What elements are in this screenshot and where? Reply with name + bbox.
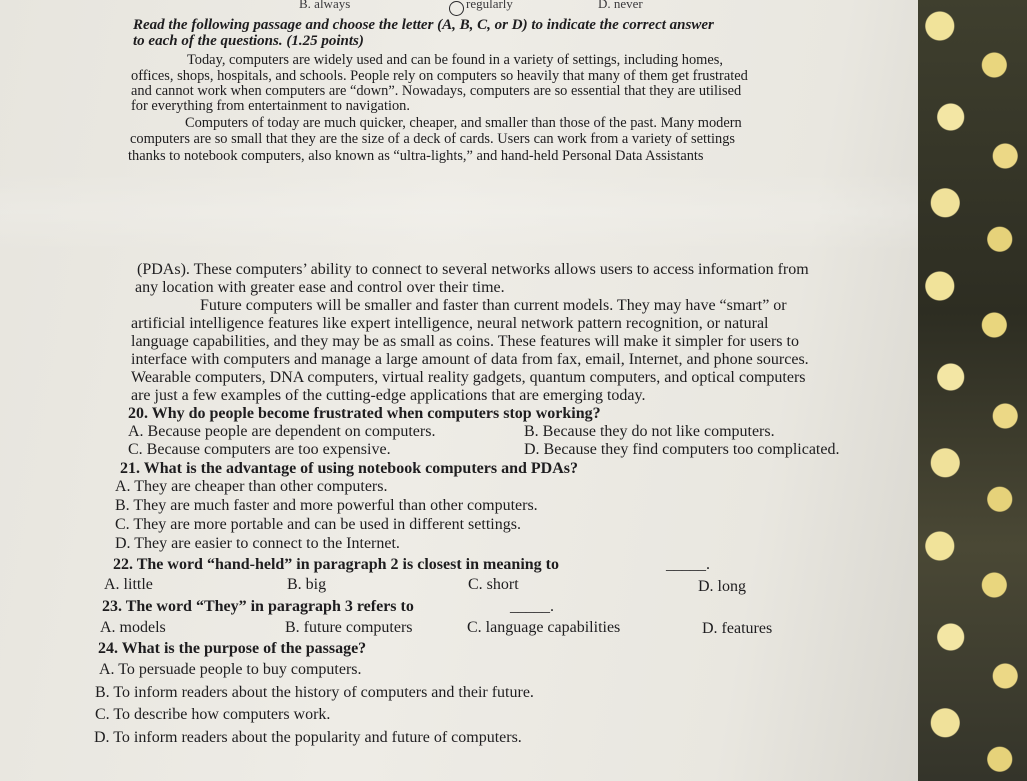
question-20-option-c[interactable]: C. Because computers are too expensive. — [128, 441, 391, 458]
question-24-stem: 24. What is the purpose of the passage? — [98, 640, 367, 657]
instructions-line-2: to each of the questions. (1.25 points) — [133, 33, 364, 49]
blank-gap — [0, 172, 925, 252]
option-c-regularly: regularly — [466, 0, 513, 11]
passage-p3-line: artificial intelligence features like expert intelligence, neural network pattern recognition, or natural — [131, 315, 769, 332]
question-20-option-d[interactable]: D. Because they find computers too complicated. — [524, 441, 840, 458]
question-22-stem: 22. The word “hand-held” in paragraph 2 is closest in meaning to — [113, 556, 559, 573]
question-23-blank: _____. — [510, 598, 554, 615]
question-22-blank: _____. — [666, 556, 710, 573]
passage-p1-line: offices, shops, hospitals, and schools. People rely on computers so heavily that many of them get frustrated — [131, 68, 748, 84]
question-21-option-b[interactable]: B. They are much faster and more powerful than other computers. — [115, 497, 538, 514]
answer-circle-mark — [449, 1, 464, 16]
question-20-option-b[interactable]: B. Because they do not like computers. — [524, 423, 775, 440]
floral-curtain-background — [918, 0, 1027, 781]
passage-p3-line: interface with computers and manage a large amount of data from fax, email, Internet, and phone sources. — [131, 351, 809, 368]
question-23-option-a[interactable]: A. models — [100, 619, 166, 636]
passage-p1-line: Today, computers are widely used and can be found in a variety of settings, including homes, — [187, 52, 723, 68]
question-22-option-c[interactable]: C. short — [468, 576, 519, 593]
question-21-stem: 21. What is the advantage of using notebook computers and PDAs? — [120, 460, 578, 477]
passage-p3-line: language capabilities, and they may be as small as coins. These features will make it simpler for users to — [131, 333, 799, 350]
option-d-never: D. never — [598, 0, 643, 11]
option-b-always: B. always — [299, 0, 351, 11]
passage-p1-line: for everything from entertainment to navigation. — [131, 98, 410, 114]
question-21-option-d[interactable]: D. They are easier to connect to the Internet. — [115, 535, 400, 552]
passage-p2-line: (PDAs). These computers’ ability to connect to several networks allows users to access information from — [137, 261, 809, 278]
question-22-option-b[interactable]: B. big — [287, 576, 327, 593]
question-24-option-d[interactable]: D. To inform readers about the popularity and future of computers. — [94, 729, 522, 746]
question-21-option-c[interactable]: C. They are more portable and can be used in different settings. — [115, 516, 521, 533]
passage-p2-line: Computers of today are much quicker, cheaper, and smaller than those of the past. Many modern — [185, 115, 742, 131]
question-24-option-a[interactable]: A. To persuade people to buy computers. — [99, 661, 362, 678]
question-24-option-c[interactable]: C. To describe how computers work. — [95, 706, 331, 723]
question-23-option-b[interactable]: B. future computers — [285, 619, 413, 636]
question-22-option-a[interactable]: A. little — [104, 576, 153, 593]
question-23-stem: 23. The word “They” in paragraph 3 refers to — [102, 598, 414, 615]
question-22-option-d[interactable]: D. long — [698, 578, 746, 595]
instructions-line-1: Read the following passage and choose the letter (A, B, C, or D) to indicate the correct answer — [133, 17, 714, 33]
passage-p3-line: Wearable computers, DNA computers, virtual reality gadgets, quantum computers, and optical computers — [131, 369, 806, 386]
passage-p3-line: Future computers will be smaller and faster than current models. They may have “smart” or — [200, 297, 787, 314]
question-24-option-b[interactable]: B. To inform readers about the history of computers and their future. — [95, 684, 534, 701]
passage-p1-line: and cannot work when computers are “down”. Nowadays, computers are so essential that they are utilised — [131, 83, 742, 99]
question-21-option-a[interactable]: A. They are cheaper than other computers. — [115, 478, 388, 495]
question-23-option-c[interactable]: C. language capabilities — [467, 619, 621, 636]
question-20-option-a[interactable]: A. Because people are dependent on computers. — [128, 423, 436, 440]
passage-p2-line: thanks to notebook computers, also known as “ultra-lights,” and hand-held Personal Data Assistants — [128, 148, 704, 164]
passage-p2-line: computers are so small that they are the size of a deck of cards. Users can work from a variety of settings — [130, 131, 735, 147]
passage-p2-line: any location with greater ease and control over their time. — [135, 279, 505, 296]
question-20-stem: 20. Why do people become frustrated when computers stop working? — [128, 405, 601, 422]
passage-p3-line: are just a few examples of the cutting-edge applications that are emerging today. — [131, 387, 646, 404]
question-23-option-d[interactable]: D. features — [702, 620, 773, 637]
